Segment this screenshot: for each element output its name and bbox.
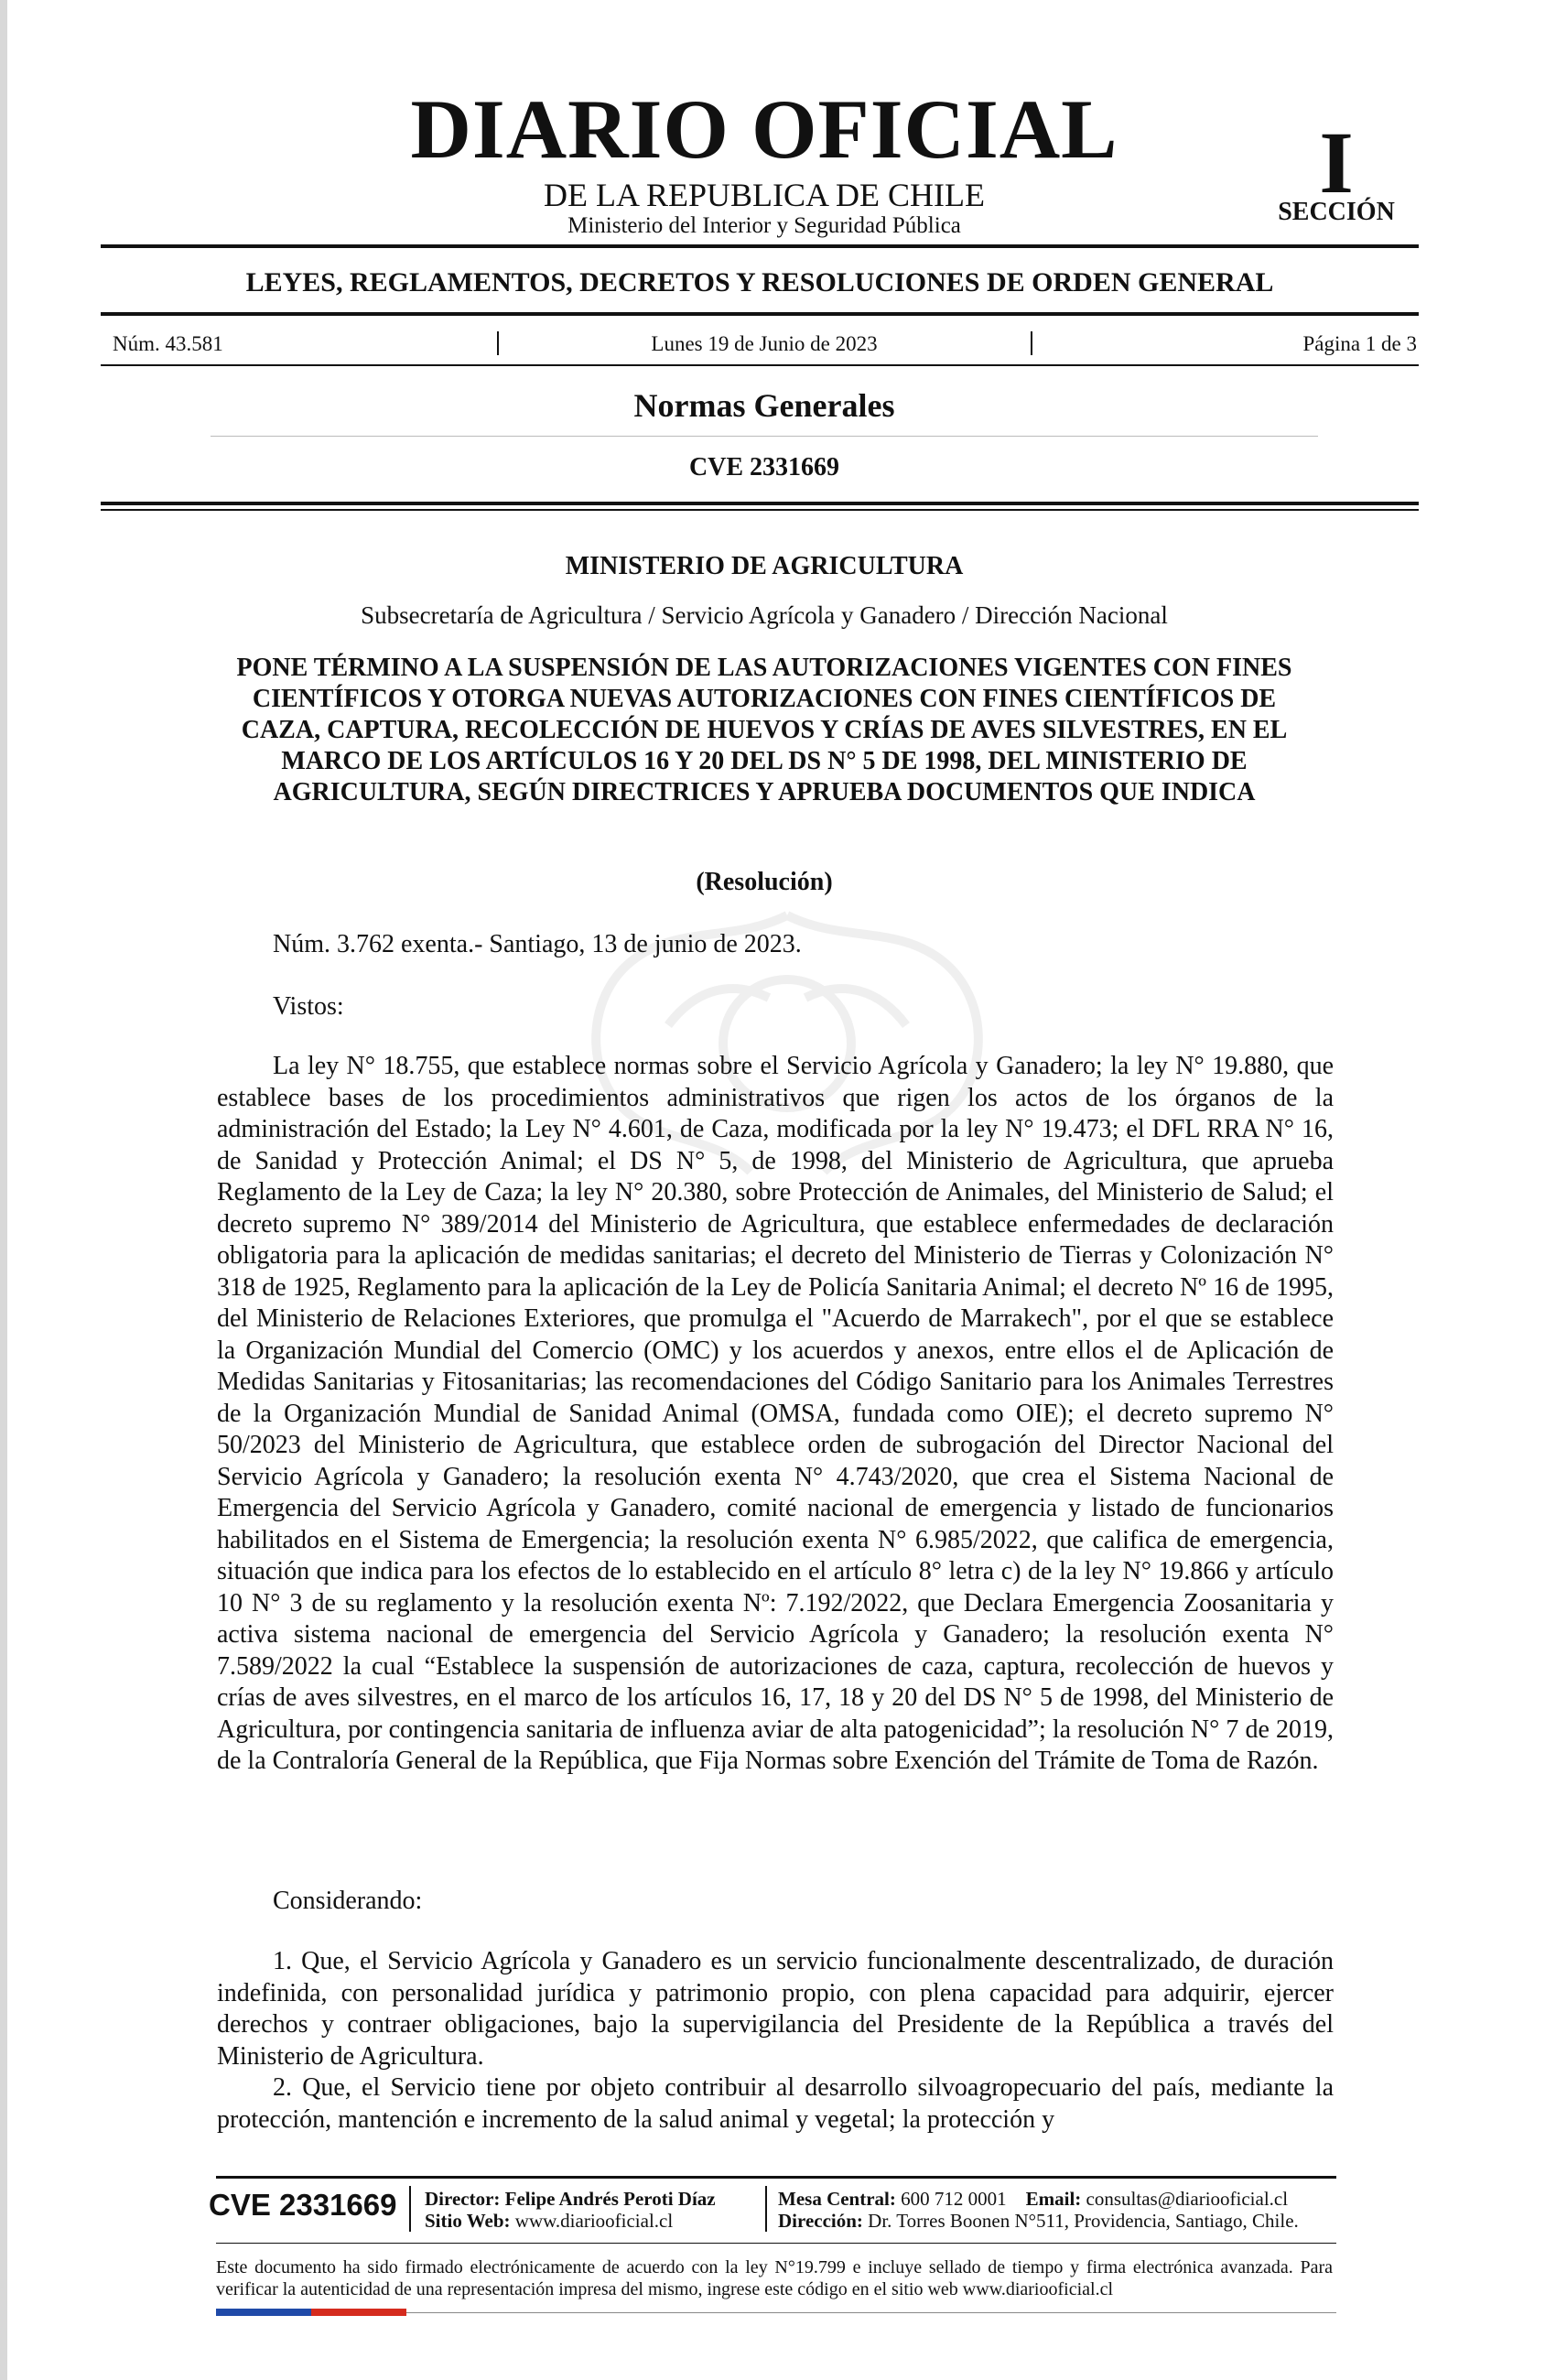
resolution-number: Núm. 3.762 exenta.- Santiago, 13 de junio de 2023. (273, 930, 802, 958)
director-name: Felipe Andrés Peroti Díaz (504, 2188, 716, 2210)
signature-notice: Este documento ha sido firmado electrónicamente de acuerdo con la ley N°19.799 e incluye sellado de tiempo y firma electrónica avanzada. Para verificar la autenticidad de una representación impresa del mismo, ingrese este código en el sitio web www.diariooficial.cl (216, 2257, 1333, 2299)
vistos-heading: Vistos: (273, 992, 344, 1021)
footer-cve: CVE 2331669 (209, 2188, 397, 2222)
header-rule (101, 502, 1419, 505)
issue-date: Lunes 19 de Junio de 2023 (651, 332, 878, 355)
section-number: I (1319, 114, 1354, 211)
site-link[interactable]: www.diariooficial.cl (514, 2210, 674, 2232)
director-label: Director: (425, 2188, 501, 2210)
footer-bottom-rule (406, 2312, 1336, 2313)
vistos-paragraph: La ley N° 18.755, que establece normas sobre el Servicio Agrícola y Ganadero; la ley N° 19.880, que establece bases de los procedimientos administrativos que rigen los actos de los órganos de la administración del Estado; la Ley N° 4.601, de Caza, modificada por la ley N° 19.473; el DFL RRA N° 16, de Sanidad y Protección Animal; el DS N° 5, de 1998, del Ministerio de Agricultura, que aprueba Reglamento de la Ley de Caza; la ley N° 20.380, sobre Protección de Animales, del Ministerio de Salud; el decreto supremo N° 389/2014 del Ministerio de Agricultura, que establece enfermedades de declaración obligatoria para la aplicación de medidas sanitarias; el decreto del Ministerio de Tierras y Colonización N° 318 de 1925, Reglamento para la aplicación de la Ley de Policía Sanitaria Animal; el decreto Nº 16 de 1995, del Ministerio de Relaciones Exteriores, que promulga el "Acuerdo de Marrakech", por el que se establece la Organización Mundial del Comercio (OMC) y los acuerdos y anexos, entre ellos el de Aplicación de Medidas Sanitarias y Fitosanitarias; las recomendaciones del Código Sanitario para los Animales Terrestres de la Organización Mundial de Sanidad Animal (OMSA, fundada como OIE); el decreto supremo N° 50/2023 del Ministerio de Agricultura, que establece orden de subrogación del Director Nacional del Servicio Agrícola y Ganadero; la resolución exenta N° 4.743/2020, que crea el Sistema Nacional de Emergencia del Servicio Agrícola y Ganadero, comité nacional de emergencia y listado de funcionarios habilitados en el Sistema de Emergencia; la resolución exenta N° 6.985/2022, que califica de emergencia, situación que indica para los efectos de lo establecido en el artículo 8° letra c) de la ley N° 19.866 y artículo 10 N° 3 de su reglamento y la resolución exenta Nº: 7.192/2022, que Declara Emergencia Zoosanitaria y activa sistema nacional de emergencia del Servicio Agrícola y Ganadero; la resolución exenta N° 7.589/2022 la cual “Establece la suspensión de autorizaciones de caza, captura, recolección de huevos y crías de aves silvestres, en el marco de los artículos 16, 17, 18 y 20 del DS N° 5 de 1998, del Ministerio de Agricultura, por contingencia sanitaria de influenza aviar de alta patogenicidad”; la resolución N° 7 de 2019, de la Contraloría General de la República, que Fija Normas sobre Exención del Trámite de Toma de Razón. (217, 1052, 1334, 1775)
dependency-line: Subsecretaría de Agricultura / Servicio Agrícola y Ganadero / Dirección Nacional (361, 601, 1168, 629)
resolution-title: PONE TÉRMINO A LA SUSPENSIÓN DE LAS AUTORIZACIONES VIGENTES CON FINES CIENTÍFICOS Y OTORGA NUEVAS AUTORIZACIONES CON FINES CIENTÍFICOS DE CAZA, CAPTURA, RECOLECCIÓN DE HUEVOS Y CRÍAS DE AVES SILVESTRES, EN EL MARCO DE LOS ARTÍCULOS 16 Y 20 DEL DS N° 5 DE 1998, DEL MINISTERIO DE AGRICULTURA, SEGÚN DIRECTRICES Y APRUEBA DOCUMENTOS QUE INDICA (236, 654, 1292, 806)
email-label: Email: (1025, 2188, 1082, 2210)
resolution-type: (Resolución) (696, 868, 833, 896)
cve-code: CVE 2331669 (688, 453, 840, 481)
address-value: Dr. Torres Boonen N°511, Providencia, Santiago, Chile. (868, 2210, 1299, 2232)
phone-value: 600 712 0001 (901, 2188, 1007, 2210)
info-rule (101, 364, 1419, 366)
considerando-item: 2. Que, el Servicio tiene por objeto contribuir al desarrollo silvoagropecuario del país, mediante la protección, mantención e incremento de la salud animal y vegetal; la protección y (217, 2073, 1334, 2134)
footer-contact-block (778, 2188, 1299, 2232)
sub-header-rule (101, 312, 1419, 316)
flag-stripe-blue (216, 2309, 311, 2316)
page-count: Página 1 de 3 (1302, 332, 1417, 355)
sub-header: LEYES, REGLAMENTOS, DECRETOS Y RESOLUCIONES DE ORDEN GENERAL (245, 267, 1274, 298)
info-separator (1031, 331, 1032, 355)
footer-top-rule (216, 2176, 1336, 2179)
flag-stripe-red (311, 2309, 406, 2316)
address-label: Dirección: (778, 2210, 863, 2232)
masthead-ministry: Ministerio del Interior y Seguridad Pública (567, 213, 961, 238)
footer-mid-rule (216, 2243, 1336, 2244)
masthead-rule (101, 244, 1419, 248)
masthead-title: DIARIO OFICIAL (410, 82, 1118, 176)
site-label: Sitio Web: (425, 2210, 511, 2232)
page-edge (0, 0, 7, 2380)
ministry-heading: MINISTERIO DE AGRICULTURA (565, 552, 964, 580)
issue-number: Núm. 43.581 (113, 332, 223, 355)
phone-label: Mesa Central: (778, 2188, 896, 2210)
footer-director-block (425, 2188, 716, 2232)
email-link[interactable]: consultas@diariooficial.cl (1086, 2188, 1289, 2210)
category-rule (211, 436, 1318, 437)
masthead-subtitle: DE LA REPUBLICA DE CHILE (544, 177, 985, 213)
considerando-heading: Considerando: (273, 1887, 423, 1915)
info-separator (497, 331, 499, 355)
considerando-item: 1. Que, el Servicio Agrícola y Ganadero es un servicio funcionalmente descentralizado, de duración indefinida, con personalidad jurídica y patrimonio propio, con plena capacidad para adquirir, ejercer derechos y contraer obligaciones, bajo la supervigilancia del Presidente de la República a través del Ministerio de Agricultura. (217, 1947, 1334, 2071)
footer-separator (409, 2186, 411, 2232)
footer-separator (765, 2186, 767, 2232)
header-rule-thin (101, 509, 1419, 511)
section-label: SECCIÓN (1278, 198, 1395, 226)
category-title: Normas Generales (633, 387, 895, 424)
